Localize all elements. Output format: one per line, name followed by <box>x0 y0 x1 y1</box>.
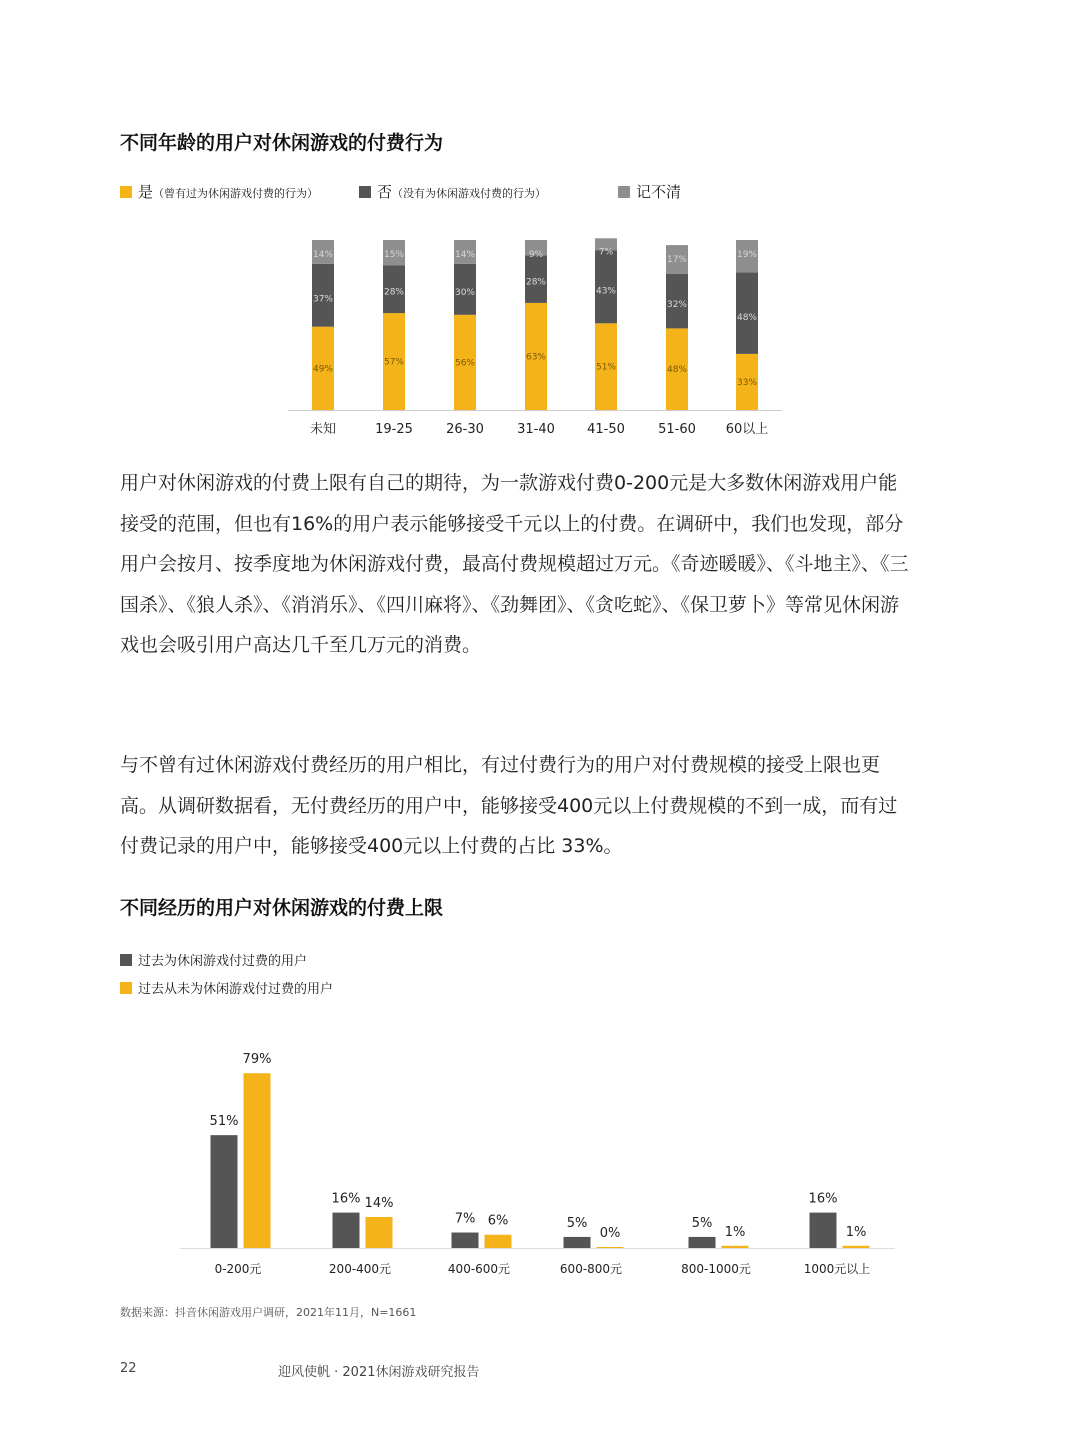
x-tick-label: 400-600元 <box>447 1262 511 1276</box>
bar-value-label: 51% <box>209 1114 239 1130</box>
bar-value-label: 7% <box>598 247 614 258</box>
bar-paid <box>564 1237 591 1248</box>
bar-never-paid <box>597 1247 624 1248</box>
bar-paid <box>333 1213 360 1248</box>
bar-value-label: 63% <box>525 352 547 363</box>
bar-value-label: 28% <box>383 287 405 298</box>
bar-value-label: 1% <box>845 1224 867 1240</box>
x-tick-label: 19-25 <box>375 422 413 437</box>
legend-label-unsure: 记不清 <box>636 183 682 201</box>
bar-value-label: 37% <box>312 294 334 305</box>
bar-value-label: 19% <box>736 250 758 260</box>
bar-value-label: 14% <box>312 250 334 260</box>
grouped-bar-chart-spend-limit <box>0 1000 1080 1300</box>
x-tick-label: 未知 <box>309 422 337 437</box>
chart1-title: 不同年龄的用户对休闲游戏的付费行为 <box>120 132 444 154</box>
bar-value-label: 15% <box>383 250 405 260</box>
bar-value-label: 30% <box>454 287 476 298</box>
x-tick-label: 600-800元 <box>559 1262 623 1276</box>
bar-paid <box>689 1237 716 1248</box>
bar-value-label: 7% <box>454 1211 476 1227</box>
bar-value-label: 9% <box>528 249 544 260</box>
legend-swatch-paid <box>120 954 132 966</box>
bar-value-label: 49% <box>312 364 334 375</box>
x-tick-label: 41-50 <box>587 422 625 437</box>
bar-value-label: 28% <box>525 277 547 288</box>
stacked-bar-chart-age <box>0 0 1080 450</box>
bar-value-label: 6% <box>487 1213 509 1229</box>
chart2-title: 不同经历的用户对休闲游戏的付费上限 <box>120 897 444 919</box>
x-tick-label: 200-400元 <box>328 1262 392 1276</box>
bar-value-label: 1% <box>724 1224 746 1240</box>
bar-value-label: 16% <box>808 1191 838 1207</box>
legend-label-paid: 过去为休闲游戏付过费的用户 <box>138 954 308 969</box>
bar-value-label: 57% <box>383 357 405 368</box>
legend-label-no: 否 <box>377 183 393 201</box>
bar-value-label: 56% <box>454 358 476 369</box>
bar-value-label: 48% <box>736 313 758 324</box>
bar-value-label: 79% <box>242 1052 272 1068</box>
legend-label-never-paid: 过去从未为休闲游戏付过费的用户 <box>138 982 334 997</box>
x-tick-label: 31-40 <box>517 422 555 437</box>
bar-paid <box>810 1213 837 1248</box>
bar-never-paid <box>722 1246 749 1248</box>
x-tick-label: 60以上 <box>725 422 769 437</box>
data-source-note: 数据来源：抖音休闲游戏用户调研，2021年11月，N=1661 <box>120 1306 417 1319</box>
x-tick-label: 26-30 <box>446 422 484 437</box>
paragraph-2: 与不曾有过休闲游戏付费经历的用户相比，有过付费行为的用户对付费规模的接受上限也更高。从调研数据看，无付费经历的用户中，能够接受400元以上付费规模的不到一成，而有过付费记录的用户中，能够接受400元以上付费的占比 33%。 <box>120 754 898 857</box>
bar-never-paid <box>244 1073 271 1248</box>
bar-never-paid <box>843 1246 870 1248</box>
bar-paid <box>452 1233 479 1248</box>
bar-value-label: 43% <box>595 286 617 297</box>
legend-note-yes: （曾有过为休闲游戏付费的行为） <box>153 187 319 200</box>
page-number: 22 <box>120 1361 137 1376</box>
bar-value-label: 14% <box>454 250 476 260</box>
bar-value-label: 51% <box>595 362 617 373</box>
report-title: 迎风使帆 · 2021休闲游戏研究报告 <box>278 1365 480 1380</box>
bar-value-label: 14% <box>364 1196 394 1212</box>
bar-value-label: 0% <box>599 1226 621 1241</box>
x-tick-label: 800-1000元 <box>681 1262 751 1276</box>
bar-value-label: 16% <box>331 1191 361 1207</box>
bar-value-label: 5% <box>566 1215 588 1231</box>
bar-value-label: 5% <box>691 1215 713 1231</box>
bar-paid <box>211 1135 238 1248</box>
legend-swatch-never-paid <box>120 982 132 994</box>
x-tick-label: 1000元以上 <box>803 1262 871 1276</box>
legend-item-paid <box>120 950 307 969</box>
legend-note-no: （没有为休闲游戏付费的行为） <box>392 187 547 200</box>
x-tick-label: 51-60 <box>658 422 696 437</box>
paragraph-1: 用户对休闲游戏的付费上限有自己的期待，为一款游戏付费0-200元是大多数休闲游戏用户能接受的范围，但也有16%的用户表示能够接受千元以上的付费。在调研中，我们也发现，部分用户会按月、按季度地为休闲游戏付费，最高付费规模超过万元。《奇迹暖暖》、《斗地主》、《三国杀》、《狼人杀》、《消消乐》、《四川麻将》、《劲舞团》、《贪吃蛇》、《保卫萝卜》等常见休闲游戏也会吸引用户高达几千至几万元的消费。 <box>120 472 909 656</box>
bar-never-paid <box>485 1235 512 1248</box>
bar-value-label: 17% <box>666 255 688 266</box>
legend-label-yes: 是 <box>138 183 154 201</box>
bar-value-label: 48% <box>666 365 688 376</box>
x-tick-label: 0-200元 <box>214 1262 262 1276</box>
legend-item-never-paid <box>120 978 333 997</box>
bar-value-label: 33% <box>736 377 758 388</box>
bar-never-paid <box>366 1217 393 1248</box>
bar-value-label: 32% <box>666 299 688 310</box>
